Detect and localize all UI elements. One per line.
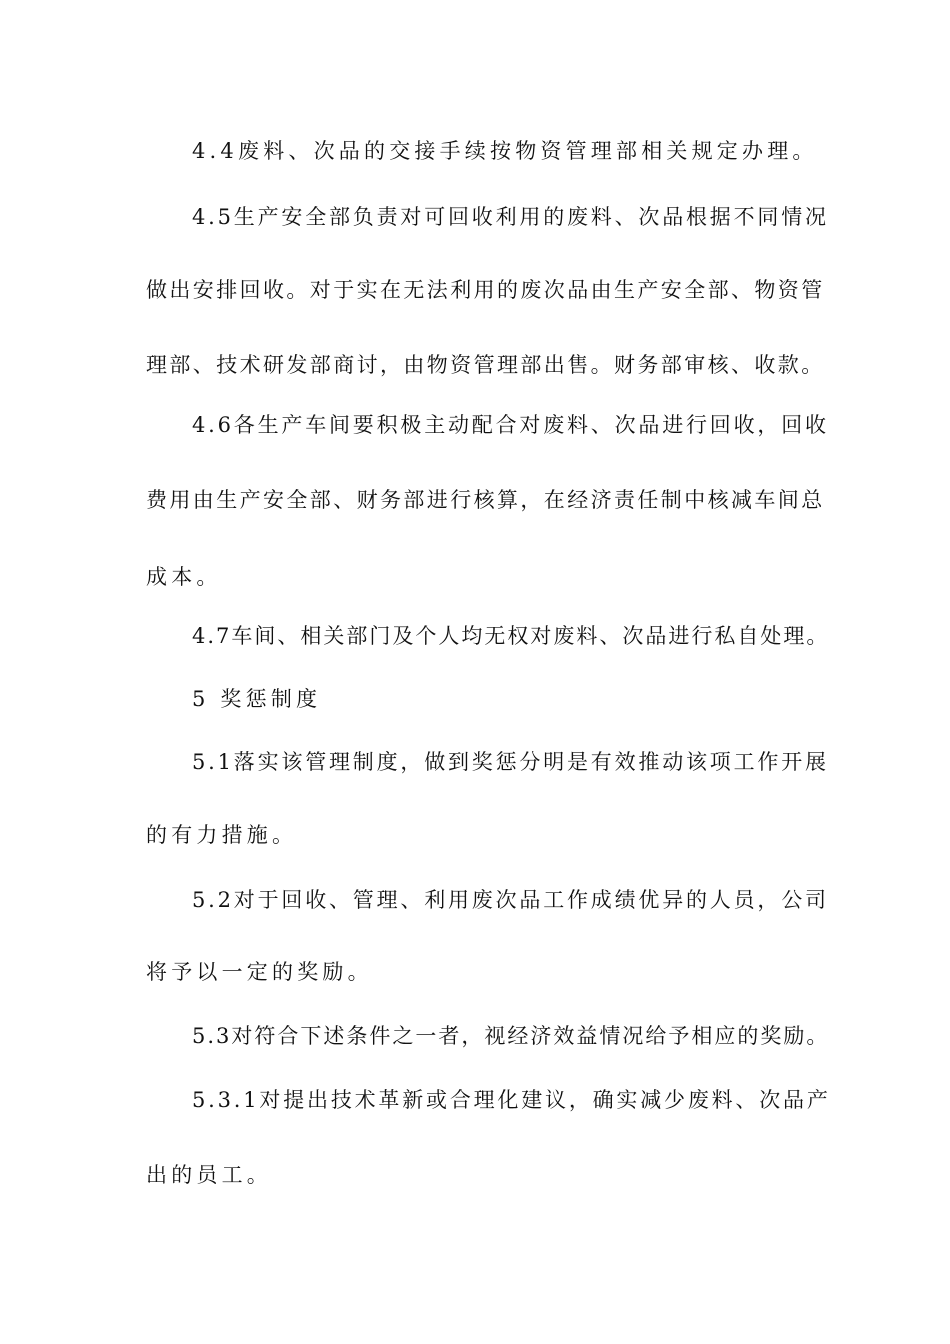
section-5-heading: 5 奖惩制度 — [192, 687, 322, 711]
paragraph-4-4: 4.4废料、次品的交接手续按物资管理部相关规定办理。 — [192, 139, 818, 163]
paragraph-5-3: 5.3对符合下述条件之一者，视经济效益情况给予相应的奖励。 — [192, 1024, 830, 1048]
paragraph-5-3-1-line-1: 5.3.1对提出技术革新或合理化建议，确实减少废料、次品产 — [192, 1088, 831, 1112]
paragraph-4-6-line-3: 成本。 — [146, 565, 222, 589]
paragraph-5-3-1-line-2: 出的员工。 — [146, 1163, 272, 1187]
paragraph-4-7: 4.7车间、相关部门及个人均无权对废料、次品进行私自处理。 — [192, 624, 830, 648]
paragraph-4-6-line-2: 费用由生产安全部、财务部进行核算，在经济责任制中核减车间总 — [146, 488, 825, 512]
paragraph-5-1-line-2: 的有力措施。 — [146, 823, 298, 847]
paragraph-4-6-line-1: 4.6各生产车间要积极主动配合对废料、次品进行回收，回收 — [192, 413, 829, 437]
paragraph-4-5-line-1: 4.5生产安全部负责对可回收利用的废料、次品根据不同情况 — [192, 205, 829, 229]
paragraph-5-2-line-2: 将予以一定的奖励。 — [146, 960, 373, 984]
paragraph-5-1-line-1: 5.1落实该管理制度，做到奖惩分明是有效推动该项工作开展 — [192, 750, 829, 774]
paragraph-4-5-line-3: 理部、技术研发部商讨，由物资管理部出售。财务部审核、收款。 — [146, 353, 825, 377]
paragraph-4-5-line-2: 做出安排回收。对于实在无法利用的废次品由生产安全部、物资管 — [146, 278, 825, 302]
paragraph-5-2-line-1: 5.2对于回收、管理、利用废次品工作成绩优异的人员，公司 — [192, 888, 829, 912]
